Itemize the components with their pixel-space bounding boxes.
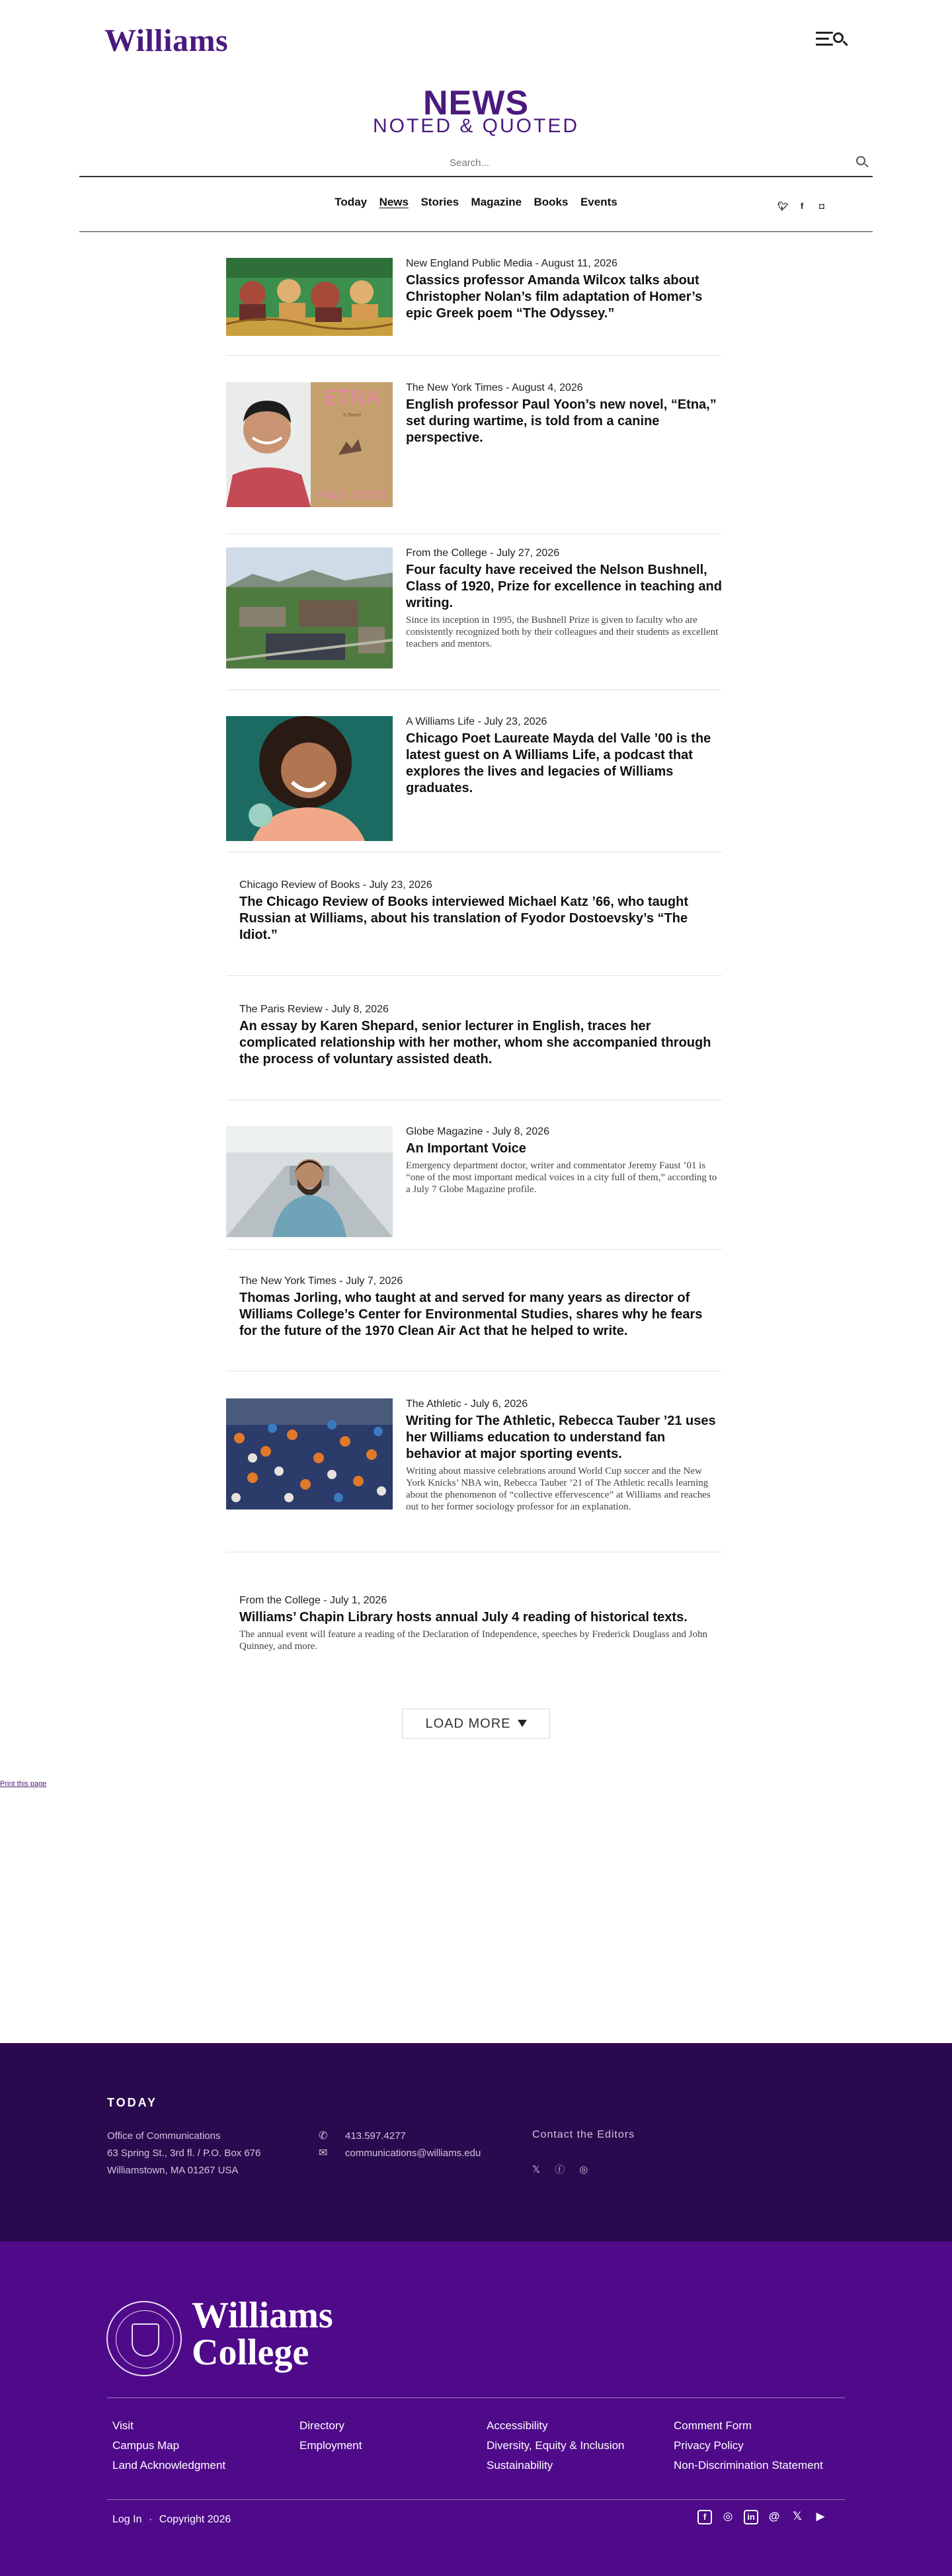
- footer-divider: [107, 2499, 845, 2500]
- search-icon: [833, 32, 844, 43]
- article-summary: The annual event will feature a reading of the Declaration of Independence, speeches by Frederick Douglass and John Quinney, and more.: [239, 1629, 708, 1652]
- article-divider: [226, 1249, 722, 1250]
- print-page-link[interactable]: Print this page: [0, 1780, 47, 1788]
- footer-link-accessibility[interactable]: Accessibility: [487, 2419, 548, 2432]
- article-source: Chicago Review of Books - July 23, 2026: [239, 879, 432, 891]
- footer-social-links: [697, 2509, 836, 2524]
- footer-link-land-acknowledgment[interactable]: Land Acknowledgment: [112, 2459, 226, 2472]
- youtube-icon[interactable]: ▶: [816, 2510, 825, 2522]
- article-divider: [226, 975, 722, 976]
- article-source: The Athletic - July 6, 2026: [406, 1398, 528, 1410]
- article-summary: Writing about massive celebrations around World Cup soccer and the New York Knicks’ NBA win, Rebecca Tauber ’21 of The Athletic recalls learning about the phenomenon of “collective effervescence” at Williams and reaches out to her former sociology professor for an explanation.: [406, 1466, 711, 1512]
- article-source: The New York Times - July 7, 2026: [239, 1275, 403, 1287]
- footer-column: [112, 2416, 225, 2475]
- email-row[interactable]: [319, 2145, 481, 2162]
- article-source: A Williams Life - July 23, 2026: [406, 716, 547, 727]
- nav-news[interactable]: News: [379, 196, 409, 208]
- office-address: [107, 2128, 260, 2179]
- wordmark-line: Williams: [192, 2295, 333, 2336]
- contact-editors-link[interactable]: Contact the Editors: [532, 2129, 635, 2140]
- twitter-icon[interactable]: 🐦︎: [777, 201, 789, 211]
- page-title: NEWS: [423, 84, 529, 122]
- footer-link-privacy-policy[interactable]: Privacy Policy: [674, 2439, 744, 2452]
- nav-books[interactable]: Books: [534, 196, 569, 208]
- college-seal-logo[interactable]: [106, 2301, 182, 2376]
- address-line: Williamstown, MA 01267 USA: [107, 2165, 239, 2176]
- article-headline[interactable]: The Chicago Review of Books interviewed Michael Katz ’66, who taught Russian at Williams, about his translation of Fyodor Dostoevsky’s “The Idiot.”: [239, 895, 689, 942]
- article-source: Globe Magazine - July 8, 2026: [406, 1126, 550, 1137]
- footer-link-directory[interactable]: Directory: [299, 2419, 345, 2432]
- article-source: New England Public Media - August 11, 2026: [406, 258, 617, 269]
- instagram-icon[interactable]: ◘: [819, 201, 824, 211]
- nav-divider: [79, 231, 873, 232]
- search-submit-icon[interactable]: [856, 156, 865, 165]
- menu-search-button[interactable]: [816, 29, 849, 52]
- caret-down-icon: [518, 1720, 527, 1727]
- nav-events[interactable]: Events: [580, 196, 617, 208]
- article-headline[interactable]: An essay by Karen Shepard, senior lecturer in English, traces her complicated relationship with her mother, whom she accompanied through the process of voluntary assisted death.: [239, 1019, 711, 1067]
- footer-bottom-bar: [112, 2514, 231, 2526]
- phone-number: 413.597.4277: [345, 2130, 406, 2142]
- footer-link-dei[interactable]: Diversity, Equity & Inclusion: [487, 2439, 625, 2452]
- facebook-icon[interactable]: f: [697, 2510, 712, 2524]
- footer-column: [487, 2416, 624, 2475]
- footer-column: [299, 2416, 362, 2456]
- address-line: Office of Communications: [107, 2130, 221, 2142]
- article-headline[interactable]: Williams’ Chapin Library hosts annual July 4 reading of historical texts.: [239, 1610, 688, 1625]
- load-more-label: LOAD MORE: [425, 1716, 511, 1731]
- book-cover-subtitle: A Novel: [342, 412, 361, 418]
- phone-icon: ✆: [319, 2130, 328, 2142]
- instagram-icon[interactable]: ◎: [579, 2164, 588, 2175]
- college-wordmark[interactable]: [192, 2297, 333, 2371]
- footer-section-title: TODAY: [107, 2096, 158, 2109]
- article-source: The New York Times - August 4, 2026: [406, 382, 583, 393]
- footer-link-non-discrimination[interactable]: Non-Discrimination Statement: [674, 2459, 823, 2472]
- threads-icon[interactable]: @: [768, 2510, 780, 2522]
- footer-link-visit[interactable]: Visit: [112, 2419, 134, 2432]
- login-link[interactable]: Log In: [112, 2514, 142, 2525]
- wordmark-line: College: [192, 2332, 309, 2373]
- phone-row[interactable]: [319, 2128, 481, 2145]
- footer-column: [674, 2416, 823, 2475]
- instagram-icon[interactable]: ◎: [723, 2510, 733, 2522]
- article-headline[interactable]: Classics professor Amanda Wilcox talks about Christopher Nolan’s film adaptation of Homer’s epic Greek poem “The Odyssey.”: [406, 273, 703, 321]
- article-image[interactable]: [226, 382, 393, 507]
- site-header: [0, 0, 952, 79]
- separator: ·: [148, 2514, 153, 2525]
- article-summary: Emergency department doctor, writer and commentator Jeremy Faust ’01 is “one of the most important medical voices in a city full of them,” according to a July 7 Globe Magazine profile.: [406, 1160, 717, 1195]
- address-line: 63 Spring St., 3rd fl. / P.O. Box 676: [107, 2148, 261, 2159]
- footer-link-sustainability[interactable]: Sustainability: [487, 2459, 553, 2472]
- article-summary: Since its inception in 1995, the Bushnell Prize is given to faculty who are consistently recognized both by their colleagues and their students as excellent teachers and mentors.: [406, 615, 719, 649]
- facebook-icon[interactable]: f: [800, 201, 804, 211]
- article-source: The Paris Review - July 8, 2026: [239, 1004, 389, 1015]
- article-headline[interactable]: English professor Paul Yoon’s new novel, “Etna,” set during wartime, is told from a canine perspective.: [406, 397, 717, 445]
- linkedin-icon[interactable]: in: [744, 2510, 758, 2524]
- search-input[interactable]: [79, 152, 859, 173]
- footer-link-comment-form[interactable]: Comment Form: [674, 2419, 752, 2432]
- article-source: From the College - July 27, 2026: [406, 547, 560, 559]
- footer-link-employment[interactable]: Employment: [299, 2439, 362, 2452]
- nav-magazine[interactable]: Magazine: [471, 196, 522, 208]
- article-image[interactable]: [226, 1398, 393, 1509]
- page-subtitle: NOTED & QUOTED: [372, 115, 579, 137]
- article-headline[interactable]: Writing for The Athletic, Rebecca Tauber ’21 uses her Williams education to understand fan behavior at major sporting events.: [406, 1414, 716, 1461]
- copyright-text: Copyright 2026: [159, 2514, 231, 2525]
- x-icon[interactable]: 𝕏: [532, 2164, 541, 2175]
- college-footer: [0, 2241, 952, 2576]
- article-image[interactable]: [226, 716, 393, 841]
- book-cover-author: PAUL YOON: [317, 489, 386, 502]
- article-image[interactable]: [226, 258, 393, 336]
- site-logo[interactable]: Williams: [104, 23, 229, 58]
- email-address: communications@williams.edu: [345, 2148, 481, 2159]
- nav-today[interactable]: Today: [335, 196, 368, 208]
- office-contact: [319, 2128, 481, 2162]
- facebook-icon[interactable]: ⓕ: [555, 2164, 565, 2175]
- today-social-links: [532, 2162, 602, 2176]
- book-cover-title: ETNA: [323, 385, 380, 409]
- article-headline[interactable]: Four faculty have received the Nelson Bushnell, Class of 1920, Prize for excellence in teaching and writing.: [406, 563, 722, 610]
- x-icon[interactable]: 𝕏: [793, 2510, 802, 2522]
- article-image[interactable]: [226, 547, 393, 668]
- load-more-button[interactable]: [402, 1709, 550, 1739]
- article-headline[interactable]: An Important Voice: [406, 1141, 526, 1156]
- article-headline[interactable]: Chicago Poet Laureate Mayda del Valle ’00 is the latest guest on A Williams Life, a podcast that explores the lives and legacies of Williams graduates.: [406, 731, 711, 795]
- footer-link-campus-map[interactable]: Campus Map: [112, 2439, 180, 2452]
- nav-stories[interactable]: Stories: [420, 196, 459, 208]
- article-divider: [226, 355, 722, 356]
- today-footer: [0, 2043, 952, 2241]
- mail-icon: ✉: [319, 2148, 328, 2159]
- article-source: From the College - July 1, 2026: [239, 1595, 387, 1606]
- footer-divider: [107, 2397, 845, 2398]
- article-image[interactable]: [226, 1126, 393, 1237]
- article-headline[interactable]: Thomas Jorling, who taught at and served for many years as director of Williams College’s Center for Environmental Studies, shares why he fears for the future of the 1970 Clean Air Act that he helped to write.: [239, 1291, 703, 1338]
- hamburger-icon: [816, 32, 833, 50]
- search-bar: [79, 148, 873, 177]
- header-social: [777, 200, 837, 212]
